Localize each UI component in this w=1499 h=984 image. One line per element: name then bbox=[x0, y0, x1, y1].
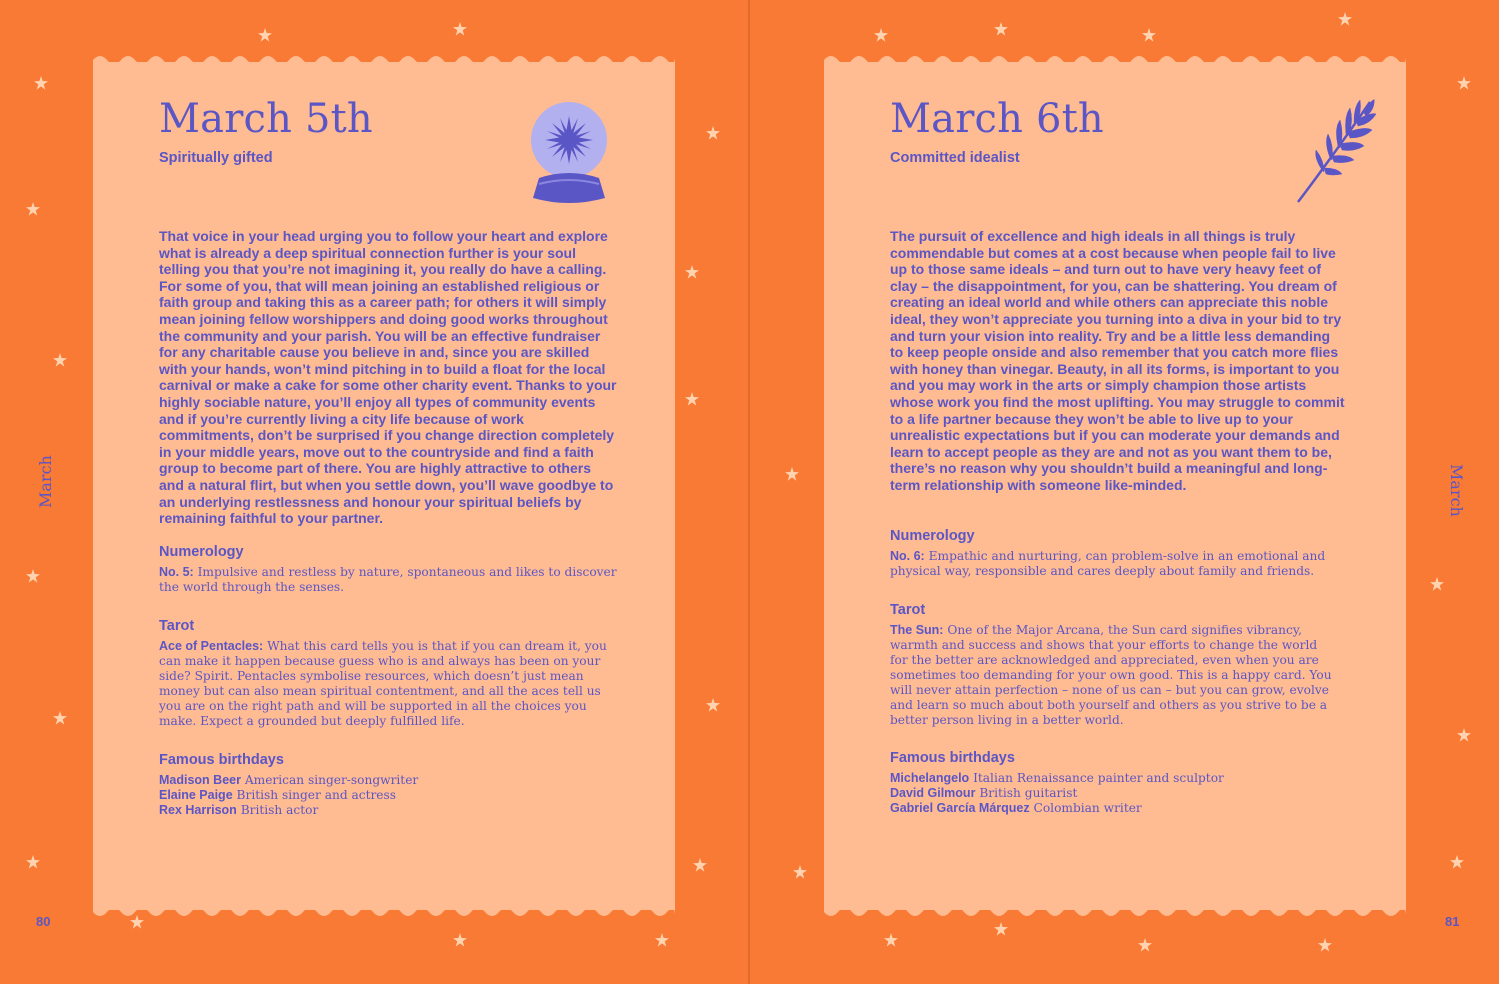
entry-subtitle: Committed idealist bbox=[890, 150, 1020, 166]
star-icon bbox=[1457, 76, 1471, 90]
star-icon bbox=[453, 933, 467, 947]
left-entry-card bbox=[93, 62, 675, 910]
birthday-name: Michelangelo bbox=[890, 771, 970, 785]
entry-subtitle: Spiritually gifted bbox=[159, 150, 273, 166]
month-side-label: March bbox=[36, 455, 55, 508]
star-icon bbox=[685, 392, 699, 406]
birthday-desc: British singer and actress bbox=[236, 787, 397, 802]
birthday-desc: British guitarist bbox=[979, 785, 1078, 800]
birthday-name: Rex Harrison bbox=[159, 802, 237, 817]
star-icon bbox=[1142, 28, 1156, 42]
birthday-item bbox=[159, 773, 619, 788]
numerology-label: No. 6: bbox=[890, 549, 925, 563]
right-page bbox=[750, 0, 1499, 984]
star-icon bbox=[26, 855, 40, 869]
birthday-item bbox=[890, 801, 1350, 816]
star-icon bbox=[785, 467, 799, 481]
birthday-item bbox=[890, 771, 1350, 786]
entry-date-title: March 6th bbox=[890, 96, 1104, 142]
star-icon bbox=[1338, 12, 1352, 26]
star-icon bbox=[706, 698, 720, 712]
star-icon bbox=[884, 933, 898, 947]
numerology-text bbox=[890, 549, 1350, 579]
birthday-item bbox=[890, 786, 1350, 801]
numerology-heading: Numerology bbox=[159, 544, 244, 560]
tarot-description: What this card tells you is that if you can dream it, you can make it happen because guess who is and always has been on your side? Spirit. Pentacles symbolise resources, which doesn’t just mean money but can also mean spiritual contentment, and all the aces tell us you are on the right path and will be supported in all the choices you make. Expect a grounded but deeply fulfilled life. bbox=[159, 639, 607, 728]
birthday-item bbox=[159, 803, 619, 818]
birthday-name: Elaine Paige bbox=[159, 787, 233, 802]
star-icon bbox=[655, 933, 669, 947]
star-icon bbox=[1457, 728, 1471, 742]
entry-body: That voice in your head urging you to follow your heart and explore what is already a deep spiritual connection further is your soul telling you that you’re not imagining it, you really do have a calling. For some of you, that will mean joining an established religious or faith group and taking this as a career path; for others it will simply mean joining fellow worshippers and doing good works throughout the community and your parish. You will be an effective fundraiser for any charitable cause you believe in and, since you are skilled with your hands, won’t mind pitching in to build a float for the local carnival or make a cake for some other charity event. Thanks to your highly sociable nature, you’ll enjoy all types of community events and if you’re currently living a city life because of work commitments, don’t be surprised if you change direction completely in your middle years, move out to the countryside and find a faith group to become part of there. You are highly attractive to others and a natural flirt, but when you settle down, you’ll wave goodbye to an underlying restlessness and honour your spiritual beliefs by remaining faithful to your partner. bbox=[159, 228, 617, 527]
right-entry-card bbox=[824, 62, 1406, 910]
birthdays-heading: Famous birthdays bbox=[890, 750, 1015, 766]
birthday-desc: American singer-songwriter bbox=[244, 773, 419, 787]
month-side-label: March bbox=[1447, 464, 1466, 517]
birthdays-section bbox=[159, 752, 619, 817]
numerology-text bbox=[159, 565, 619, 595]
page-number: 81 bbox=[1445, 914, 1460, 929]
birthday-item bbox=[159, 788, 619, 803]
tarot-label: The Sun: bbox=[890, 623, 944, 637]
star-icon bbox=[1318, 938, 1332, 952]
star-icon bbox=[693, 858, 707, 872]
birthday-desc: British actor bbox=[240, 802, 319, 817]
star-icon bbox=[34, 76, 48, 90]
page-number: 80 bbox=[36, 914, 51, 929]
birthday-name: David Gilmour bbox=[890, 785, 976, 800]
left-page bbox=[0, 0, 749, 984]
birthday-desc: Italian Renaissance painter and sculptor bbox=[973, 771, 1224, 785]
tarot-description: One of the Major Arcana, the Sun card signifies vibrancy, warmth and success and shows that your efforts to change the world for the better are acknowledged and appreciated, even when you are sometimes too demanding for your own good. This is a happy card. You will never attain perfection – none of us can – but you can grow, evolve and learn so much about both yourself and others as you strive to be a better person living in a better world. bbox=[890, 623, 1332, 727]
crystal-ball-icon bbox=[525, 98, 613, 206]
star-icon bbox=[706, 126, 720, 140]
wavy-edge-top bbox=[824, 52, 1406, 66]
star-icon bbox=[130, 915, 144, 929]
star-icon bbox=[994, 922, 1008, 936]
numerology-section bbox=[890, 528, 1350, 579]
tarot-section bbox=[159, 618, 609, 729]
numerology-label: No. 5: bbox=[159, 565, 194, 579]
tarot-section bbox=[890, 602, 1334, 728]
entry-date-title: March 5th bbox=[159, 96, 373, 142]
birthdays-section bbox=[890, 750, 1350, 815]
star-icon bbox=[793, 865, 807, 879]
tarot-heading: Tarot bbox=[159, 618, 195, 634]
star-icon bbox=[53, 711, 67, 725]
star-icon bbox=[26, 569, 40, 583]
numerology-heading: Numerology bbox=[890, 528, 975, 544]
fern-leaf-icon bbox=[1294, 98, 1376, 206]
wavy-edge-bottom bbox=[824, 906, 1406, 920]
star-icon bbox=[1138, 938, 1152, 952]
star-icon bbox=[994, 22, 1008, 36]
birthday-name: Gabriel García Márquez bbox=[890, 800, 1030, 815]
numerology-description: Empathic and nurturing, can problem-solve in an emotional and physical way, responsible and cares deeply about family and friends. bbox=[890, 549, 1326, 578]
tarot-text bbox=[159, 639, 609, 729]
star-icon bbox=[453, 22, 467, 36]
birthday-desc: Colombian writer bbox=[1033, 800, 1142, 815]
tarot-text bbox=[890, 623, 1334, 728]
tarot-heading: Tarot bbox=[890, 602, 926, 618]
wavy-edge-top bbox=[93, 52, 675, 66]
star-icon bbox=[258, 28, 272, 42]
star-icon bbox=[685, 265, 699, 279]
star-icon bbox=[1450, 855, 1464, 869]
star-icon bbox=[1430, 577, 1444, 591]
star-icon bbox=[26, 202, 40, 216]
birthdays-heading: Famous birthdays bbox=[159, 752, 284, 768]
star-icon bbox=[53, 353, 67, 367]
birthday-name: Madison Beer bbox=[159, 773, 241, 787]
entry-body: The pursuit of excellence and high ideals in all things is truly commendable but comes at a cost because when people fail to live up to those same ideals – and turn out to have very heavy feet of clay – the disappointment, for you, can be shattering. You dream of creating an ideal world and while others can appreciate this noble ideal, they won’t appreciate you turning into a diva in your bid to try and turn your vision into reality. Try and be a little less demanding to keep people onside and also remember that you catch more flies with honey than vinegar. Beauty, in all its forms, is important to you and you may work in the arts or simply champion those artists whose work you find the most uplifting. You may struggle to commit to a life partner because they won’t be able to live up to your unrealistic expectations but if you can moderate your demands and learn to accept people as they are and not as you want them to be, there’s no reason why you shouldn’t build a meaningful and long-term relationship with someone like-minded. bbox=[890, 228, 1345, 493]
wavy-edge-bottom bbox=[93, 906, 675, 920]
numerology-section bbox=[159, 544, 619, 595]
tarot-label: Ace of Pentacles: bbox=[159, 639, 264, 653]
numerology-description: Impulsive and restless by nature, spontaneous and likes to discover the world through the senses. bbox=[159, 565, 617, 594]
star-icon bbox=[874, 28, 888, 42]
